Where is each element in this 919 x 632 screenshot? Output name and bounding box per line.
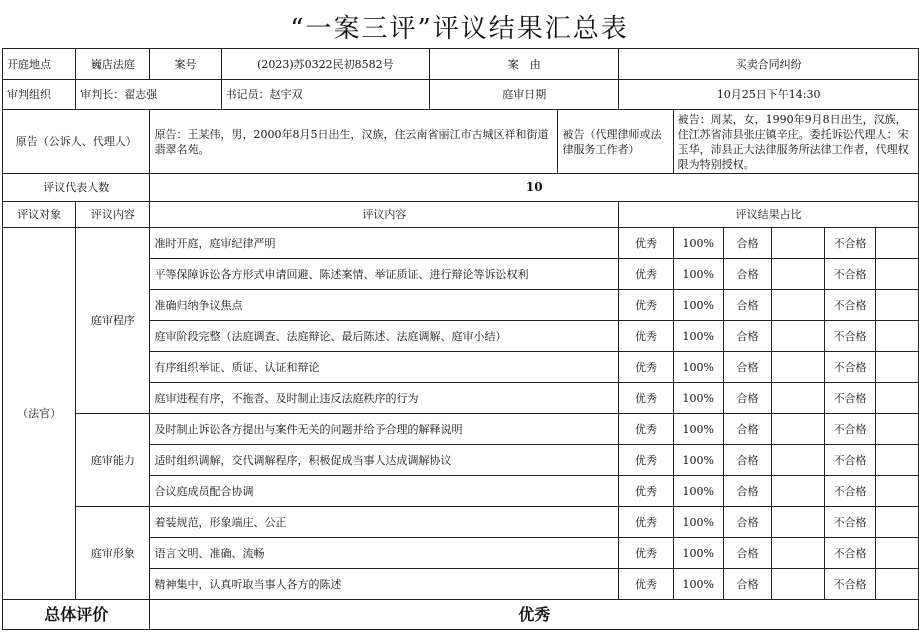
fail-percent [875, 538, 918, 569]
fail-label: 不合格 [825, 290, 875, 321]
evaluation-table [2, 48, 919, 630]
excellent-percent: 100% [673, 259, 723, 290]
pass-label: 合格 [723, 414, 772, 445]
overall-label: 总体评价 [3, 600, 150, 630]
criteria-text: 适时组织调解，交代调解程序，积极促成当事人达成调解协议 [150, 445, 619, 476]
fail-percent [875, 569, 918, 600]
excellent-percent: 100% [673, 569, 723, 600]
fail-label: 不合格 [825, 321, 875, 352]
criteria-text: 准确归纳争议焦点 [150, 290, 619, 321]
fail-percent [875, 259, 918, 290]
excellent-percent: 100% [673, 476, 723, 507]
criteria-row [3, 228, 919, 259]
criteria-text: 准时开庭，庭审纪律严明 [150, 228, 619, 259]
excellent-percent: 100% [673, 538, 723, 569]
pass-percent [772, 259, 825, 290]
venue-label: 开庭地点 [3, 49, 76, 80]
fail-percent [875, 352, 918, 383]
criteria-row [3, 507, 919, 538]
excellent-percent: 100% [673, 445, 723, 476]
fail-label: 不合格 [825, 383, 875, 414]
fail-percent [875, 476, 918, 507]
fail-label: 不合格 [825, 476, 875, 507]
excellent-percent: 100% [673, 228, 723, 259]
excellent-label: 优秀 [619, 414, 673, 445]
judge-name: 审判长：翟志强 [76, 80, 221, 110]
page-title: “一案三评”评议结果汇总表 [290, 14, 629, 44]
pass-percent [772, 507, 825, 538]
category-cell: 庭审程序 [76, 228, 150, 414]
pass-percent [772, 445, 825, 476]
criteria-text: 语言文明、准确、流畅 [150, 538, 619, 569]
pass-label: 合格 [723, 259, 772, 290]
column-header-ratio: 评议结果占比 [619, 202, 919, 228]
hearing-date-label: 庭审日期 [430, 80, 619, 110]
fail-label: 不合格 [825, 259, 875, 290]
pass-label: 合格 [723, 290, 772, 321]
pass-label: 合格 [723, 352, 772, 383]
criteria-row [3, 414, 919, 445]
excellent-label: 优秀 [619, 476, 673, 507]
cause-value: 买卖合同纠纷 [619, 49, 919, 80]
criteria-text: 合议庭成员配合协调 [150, 476, 619, 507]
fail-percent [875, 321, 918, 352]
criteria-text: 庭审阶段完整（法庭调查、法庭辩论、最后陈述、法庭调解、庭审小结） [150, 321, 619, 352]
fail-percent [875, 507, 918, 538]
rep-count-label: 评议代表人数 [3, 174, 150, 202]
category-cell: 庭审能力 [76, 414, 150, 507]
venue-value: 巍店法庭 [76, 49, 150, 80]
excellent-percent: 100% [673, 352, 723, 383]
excellent-label: 优秀 [619, 507, 673, 538]
pass-percent [772, 290, 825, 321]
pass-percent [772, 414, 825, 445]
column-header-category: 评议内容 [76, 202, 150, 228]
excellent-percent: 100% [673, 414, 723, 445]
pass-label: 合格 [723, 538, 772, 569]
category-cell: 庭审形象 [76, 507, 150, 600]
pass-percent [772, 228, 825, 259]
criteria-text: 庭审进程有序，不拖沓、及时制止违反法庭秩序的行为 [150, 383, 619, 414]
fail-percent [875, 228, 918, 259]
overall-row [3, 600, 919, 630]
excellent-percent: 100% [673, 290, 723, 321]
excellent-label: 优秀 [619, 228, 673, 259]
evaluatee-cell: （法官） [3, 228, 76, 600]
excellent-label: 优秀 [619, 352, 673, 383]
criteria-text: 平等保障诉讼各方形式申请回避、陈述案情、举证质证、进行辩论等诉讼权利 [150, 259, 619, 290]
pass-label: 合格 [723, 569, 772, 600]
clerk-name: 书记员：赵宇双 [221, 80, 429, 110]
fail-label: 不合格 [825, 414, 875, 445]
excellent-label: 优秀 [619, 383, 673, 414]
fail-percent [875, 414, 918, 445]
fail-label: 不合格 [825, 445, 875, 476]
column-header-content: 评议内容 [150, 202, 619, 228]
pass-percent [772, 538, 825, 569]
excellent-label: 优秀 [619, 259, 673, 290]
column-header-object: 评议对象 [3, 202, 76, 228]
excellent-label: 优秀 [619, 321, 673, 352]
overall-value: 优秀 [150, 600, 919, 630]
pass-label: 合格 [723, 445, 772, 476]
pass-percent [772, 383, 825, 414]
fail-label: 不合格 [825, 352, 875, 383]
rep-count-value: 10 [150, 174, 919, 202]
pass-label: 合格 [723, 321, 772, 352]
excellent-percent: 100% [673, 507, 723, 538]
pass-percent [772, 352, 825, 383]
pass-label: 合格 [723, 228, 772, 259]
excellent-label: 优秀 [619, 569, 673, 600]
defendant-label: 被告（代理律师或法律服务工作者） [558, 110, 673, 174]
pass-label: 合格 [723, 507, 772, 538]
pass-percent [772, 476, 825, 507]
fail-percent [875, 445, 918, 476]
pass-percent [772, 321, 825, 352]
criteria-text: 精神集中，认真听取当事人各方的陈述 [150, 569, 619, 600]
excellent-label: 优秀 [619, 290, 673, 321]
pass-percent [772, 569, 825, 600]
excellent-percent: 100% [673, 321, 723, 352]
fail-label: 不合格 [825, 569, 875, 600]
criteria-text: 着装规范，形象端庄、公正 [150, 507, 619, 538]
criteria-text: 及时制止诉讼各方提出与案件无关的问题并给予合理的解释说明 [150, 414, 619, 445]
plaintiff-label: 原告（公诉人、代理人） [3, 110, 150, 174]
pass-label: 合格 [723, 476, 772, 507]
case-number-label: 案号 [150, 49, 221, 80]
cause-label: 案 由 [430, 49, 619, 80]
case-number-value: (2023)苏0322民初8582号 [221, 49, 429, 80]
pass-label: 合格 [723, 383, 772, 414]
excellent-label: 优秀 [619, 445, 673, 476]
defendant-info: 被告：周某，女，1990年9月8日出生，汉族，住江苏省沛县张庄镇辛庄。委托诉讼代理人：宋玉华，沛县正大法律服务所法律工作者，代理权限为特别授权。 [673, 110, 918, 174]
fail-percent [875, 383, 918, 414]
fail-label: 不合格 [825, 538, 875, 569]
fail-percent [875, 290, 918, 321]
fail-label: 不合格 [825, 228, 875, 259]
excellent-label: 优秀 [619, 538, 673, 569]
plaintiff-info: 原告：王某伟，男，2000年8月5日出生，汉族，住云南省丽江市古城区祥和街道翡翠名苑。 [150, 110, 558, 174]
panel-label: 审判组织 [3, 80, 76, 110]
excellent-percent: 100% [673, 383, 723, 414]
criteria-text: 有序组织举证、质证、认证和辩论 [150, 352, 619, 383]
hearing-date-value: 10月25日下午14:30 [619, 80, 919, 110]
fail-label: 不合格 [825, 507, 875, 538]
